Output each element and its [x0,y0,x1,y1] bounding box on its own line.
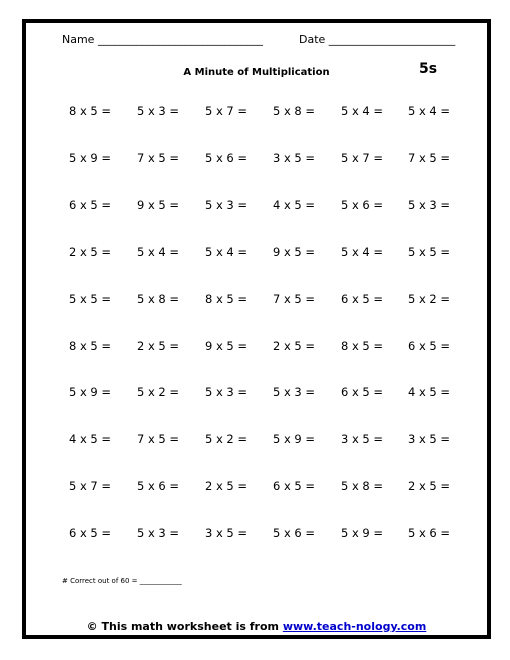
name-field-label: Name ______________________________ [62,33,263,46]
problem-cell: 5 x 2 = [205,432,248,447]
problem-cell: 2 x 5 = [69,244,112,259]
name-date-row [62,33,462,46]
problem-cell: 3 x 5 = [273,150,316,165]
problem-cell: 5 x 9 = [341,526,384,541]
problem-cell: 2 x 5 = [408,479,451,494]
problem-cell: 6 x 5 = [408,338,451,353]
problem-cell: 5 x 9 = [273,432,316,447]
problem-cell: 3 x 5 = [341,432,384,447]
problem-cell: 8 x 5 = [69,338,112,353]
problem-cell: 5 x 3 = [205,197,248,212]
problem-cell: 9 x 5 = [273,244,316,259]
problem-cell: 5 x 4 = [205,244,248,259]
footer-text: © This math worksheet is from [86,620,283,633]
problem-cell: 7 x 5 = [137,150,180,165]
problem-cell: 5 x 9 = [69,385,112,400]
score-line: # Correct out of 60 = ____________ [62,577,182,585]
problem-cell: 6 x 5 = [69,197,112,212]
problem-cell: 5 x 9 = [69,150,112,165]
problem-cell: 5 x 6 = [205,150,248,165]
problem-cell: 8 x 5 = [205,291,248,306]
problem-cell: 8 x 5 = [69,104,112,118]
problem-cell: 5 x 4 = [137,244,180,259]
problem-cell: 5 x 6 = [137,479,180,494]
problem-cell: 5 x 4 = [341,104,384,118]
problem-cell: 2 x 5 = [205,479,248,494]
problem-cell: 3 x 5 = [408,432,451,447]
problem-cell: 5 x 6 = [408,526,451,541]
problem-cell: 5 x 7 = [69,479,112,494]
problem-cell: 5 x 6 = [273,526,316,541]
problem-cell: 6 x 5 = [341,291,384,306]
problem-cell: 4 x 5 = [273,197,316,212]
problem-cell: 6 x 5 = [341,385,384,400]
problem-cell: 2 x 5 = [273,338,316,353]
problem-cell: 7 x 5 = [408,150,451,165]
problem-cell: 9 x 5 = [205,338,248,353]
problem-cell: 2 x 5 = [137,338,180,353]
problem-cell: 5 x 3 = [137,526,180,541]
problem-cell: 3 x 5 = [205,526,248,541]
problem-cell: 5 x 2 = [408,291,451,306]
problem-cell: 4 x 5 = [408,385,451,400]
problem-cell: 6 x 5 = [69,526,112,541]
problem-cell: 5 x 4 = [408,104,451,118]
problem-cell: 5 x 8 = [273,104,316,118]
problem-cell: 5 x 3 = [273,385,316,400]
worksheet-title: A Minute of Multiplication [183,67,330,78]
problem-cell: 5 x 7 = [205,104,248,118]
worksheet-page [22,19,491,639]
problem-cell: 5 x 6 = [341,197,384,212]
problem-cell: 5 x 5 = [69,291,112,306]
problem-cell: 5 x 3 = [205,385,248,400]
problem-cell: 5 x 8 = [341,479,384,494]
problem-cell: 6 x 5 = [273,479,316,494]
table-badge: 5s [419,61,438,77]
problem-cell: 8 x 5 = [341,338,384,353]
problem-cell: 4 x 5 = [69,432,112,447]
problem-cell: 7 x 5 = [137,432,180,447]
problem-cell: 5 x 5 = [408,244,451,259]
footer-link[interactable]: www.teach-nology.com [282,620,427,633]
problem-cell: 5 x 2 = [137,385,180,400]
footer-credit [26,620,487,633]
date-field-label: Date _______________________ [299,33,456,46]
problem-cell: 7 x 5 = [273,291,316,306]
problem-cell: 5 x 3 = [137,104,180,118]
problem-cell: 5 x 3 = [408,197,451,212]
problem-cell: 5 x 7 = [341,150,384,165]
problem-cell: 5 x 8 = [137,291,180,306]
problem-cell: 5 x 4 = [341,244,384,259]
problem-cell: 9 x 5 = [137,197,180,212]
